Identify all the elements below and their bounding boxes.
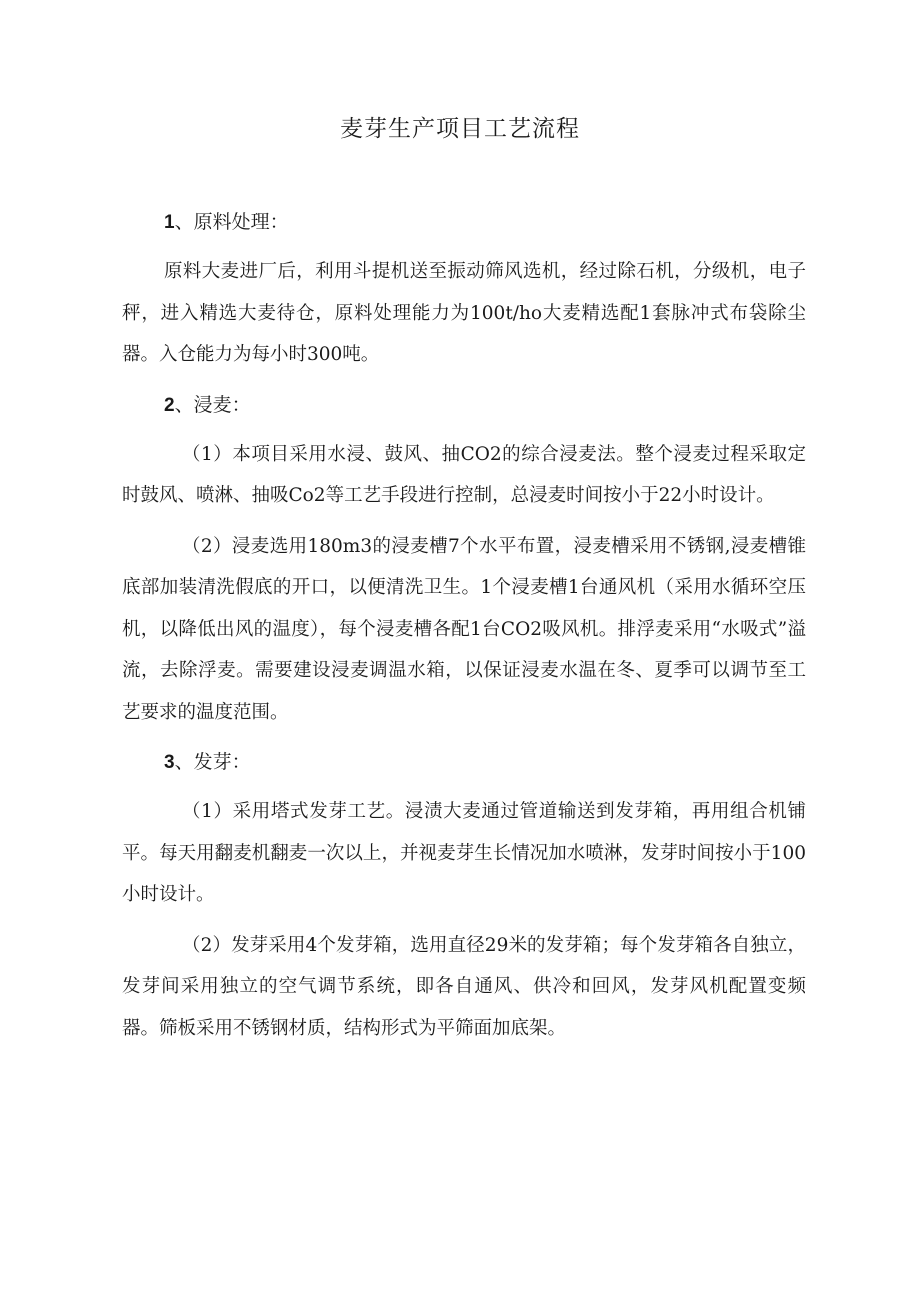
section-title: 、浸麦： [174, 393, 251, 416]
section-title: 、发芽： [174, 751, 251, 773]
paragraph-germination-2: （2）发芽采用4个发芽箱，选用直径29米的发芽箱；每个发芽箱各自独立，发芽间采用独立的空气调节系统，即各自通风、供冷和回风，发芽风机配置变频器。筛板采用不锈钢材质，结构形式为平筛面加底架。 [122, 934, 806, 1039]
document-title: 麦芽生产项目工艺流程 [340, 116, 580, 142]
section-heading-germination [122, 742, 806, 782]
paragraph-germination-1: （1）采用塔式发芽工艺。浸渍大麦通过管道输送到发芽箱，再用组合机铺平。每天用翻麦机翻麦一次以上，并视麦芽生长情况加水喷淋，发芽时间按小于100小时设计。 [122, 801, 806, 905]
section-number: 3 [164, 752, 175, 773]
section-heading-raw-material [122, 202, 806, 242]
paragraph-steeping-1: （1）本项目采用水浸、鼓风、抽CO2的综合浸麦法。整个浸麦过程采取定时鼓风、喷淋、抽吸Co2等工艺手段进行控制，总浸麦时间按小于22小时设计。 [122, 443, 806, 506]
document-body [122, 202, 806, 1058]
paragraph-steeping-2: （2）浸麦选用180m3的浸麦槽7个水平布置，浸麦槽采用不锈钢,浸麦槽锥底部加装清洗假底的开口，以便清洗卫生。1个浸麦槽1台通风机（采用水循环空压机，以降低出风的温度），每个浸麦槽各配1台CO2吸风机。排浮麦采用“水吸式”溢流，去除浮麦。需要建设浸麦调温水箱，以保证浸麦水温在冬、夏季可以调节至工艺要求的温度范围。 [122, 535, 806, 723]
section-number: 1 [164, 212, 175, 233]
section-title: 、原料处理： [174, 211, 289, 233]
section-heading-steeping [122, 385, 806, 425]
paragraph-raw-material: 原料大麦进厂后，利用斗提机送至振动筛风选机，经过除石机，分级机，电子秤，进入精选大麦待仓，原料处理能力为100t∕ho大麦精选配1套脉冲式布袋除尘器。入仓能力为每小时300吨。 [122, 261, 806, 365]
section-number: 2 [164, 394, 175, 416]
